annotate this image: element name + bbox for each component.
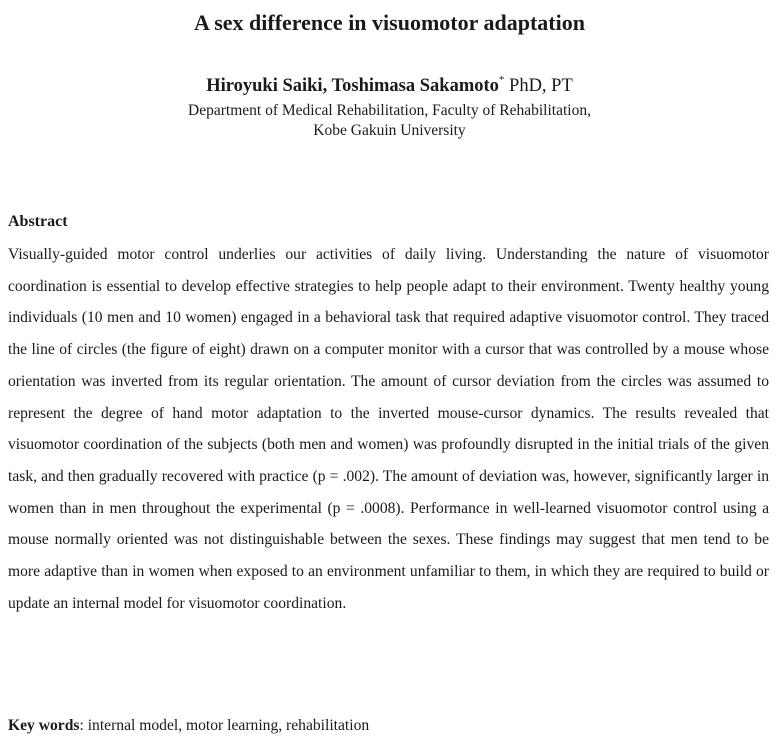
author-credentials: PhD, PT: [504, 76, 573, 96]
keywords-label: Key words: [8, 717, 80, 734]
author-names: Hiroyuki Saiki, Toshimasa Sakamoto: [206, 76, 499, 96]
keywords-list: internal model, motor learning, rehabilitation: [87, 717, 370, 734]
keywords-separator: :: [79, 717, 88, 734]
affiliation-line-1: Department of Medical Rehabilitation, Faculty of Rehabilitation,: [188, 102, 591, 119]
keywords-line: [8, 714, 369, 738]
abstract-heading: Abstract: [8, 213, 68, 230]
author-footnote-marker: *: [498, 74, 505, 86]
author-line: [0, 74, 779, 98]
paper-title: A sex difference in visuomotor adaptation: [194, 10, 585, 35]
abstract-body: Visually-guided motor control underlies our activities of daily living. Understanding the nature of visuomotor coordination is essential to develop effective strategies to help people adapt to their environment. Twenty healthy young individuals (10 men and 10 women) engaged in a behavioral task that required adaptive visuomotor control. They traced the line of circles (the figure of eight) drawn on a computer monitor with a cursor that was controlled by a mouse whose orientation was inverted from its regular orientation. The amount of cursor deviation from the circles was assumed to represent the degree of hand motor adaptation to the inverted mouse-cursor dynamics. The results revealed that visuomotor coordination of the subjects (both men and women) was profoundly disrupted in the initial trials of the given task, and then gradually recovered with practice (p = .002). The amount of deviation was, however, significantly larger in women than in men throughout the experimental (p = .0008). Performance in well-learned visuomotor control using a mouse normally oriented was not distinguishable between the sexes. These findings may suggest that men tend to be more adaptive than in women when exposed to an environment unfamiliar to them, in which they are required to build or update an internal model for visuomotor coordination.: [8, 246, 769, 612]
affiliation-line-2: Kobe Gakuin University: [313, 122, 466, 139]
